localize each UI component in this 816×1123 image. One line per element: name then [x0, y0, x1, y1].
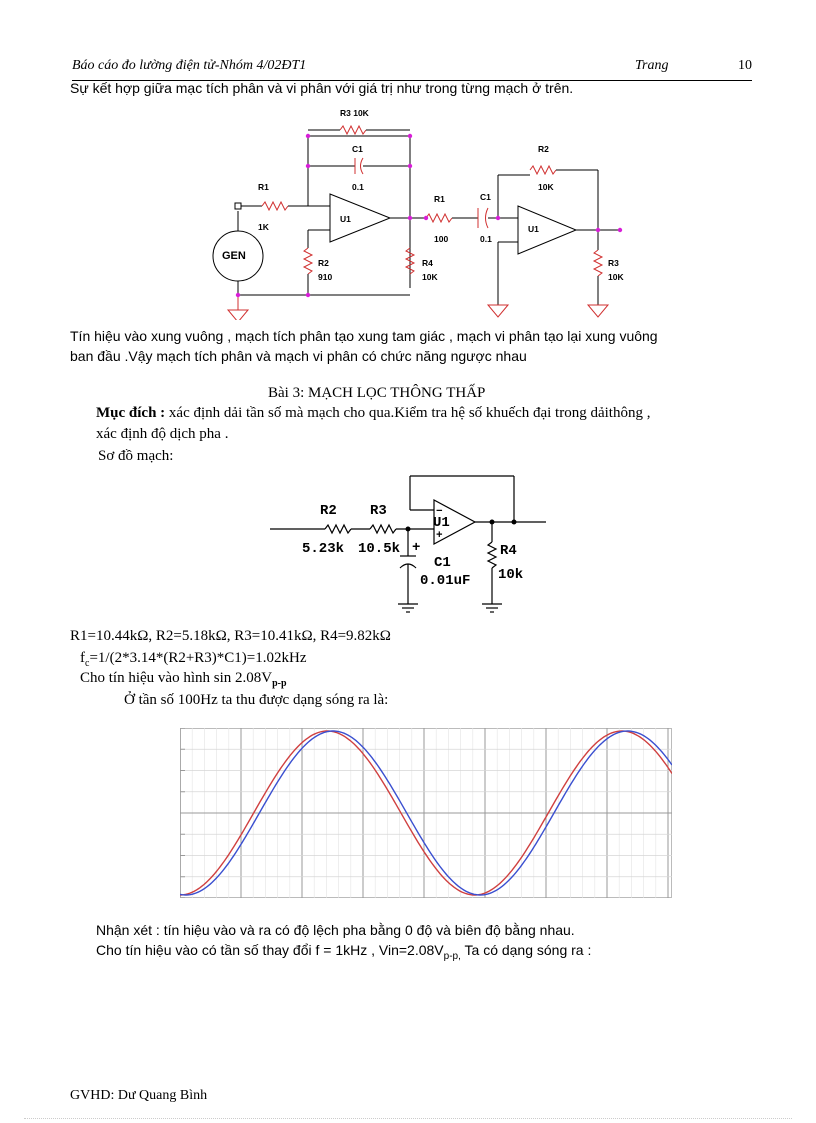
label-u1-a: U1 [340, 214, 351, 224]
label-r3-b-val: 10K [608, 272, 624, 282]
header-page-number: 10 [738, 58, 752, 73]
label-r4-val: 10k [498, 567, 524, 583]
purpose-line [96, 405, 650, 422]
purpose-label: Mục đích : [96, 405, 166, 421]
label-r3-val: 10.5k [358, 541, 401, 557]
freq-line: Ở tần số 100Hz ta thu được dạng sóng ra là: [124, 692, 389, 708]
page-header [72, 58, 752, 81]
schematic-label: Sơ đồ mạch: [98, 448, 174, 464]
label-r2-a: R2 [318, 258, 329, 268]
paragraph1-line2: ban đầu .Vậy mạch tích phân và mạch vi phân có chức năng ngược nhau [70, 348, 527, 364]
label-r4: R4 [500, 543, 517, 559]
header-title: Báo cáo đo lường điện tử-Nhóm 4/02ĐT1 [72, 58, 307, 73]
svg-text:+: + [436, 530, 443, 542]
section-title: Bài 3: MẠCH LỌC THÔNG THẤP [268, 385, 486, 401]
label-c1-b: C1 [480, 192, 491, 202]
label-r2-a-val: 910 [318, 272, 333, 282]
label-c1-a-val: 0.1 [352, 182, 364, 192]
intro-line: Sự kết hợp giữa mạc tích phân và vi phân với giá trị như trong từng mạch ở trên. [70, 80, 574, 96]
label-r2: R2 [320, 503, 337, 519]
label-r1-b: R1 [434, 194, 445, 204]
circuit-diagram-integrator-differentiator [200, 100, 640, 320]
opamp-u1-b [518, 206, 576, 254]
label-r1-a-val: 1K [258, 222, 269, 232]
label-r2-b-val: 10K [538, 182, 554, 192]
label-r3-10k: R3 10K [340, 108, 369, 118]
resistor-values: R1=10.44kΩ, R2=5.18kΩ, R3=10.41kΩ, R4=9.82kΩ [70, 628, 391, 644]
label-c1-b-val: 0.1 [480, 234, 492, 244]
label-r4: R4 [422, 258, 433, 268]
label-r4-val: 10K [422, 272, 438, 282]
footer-supervisor: GVHD: Dư Quang Bình [70, 1088, 208, 1103]
paragraph1-line1: Tín hiệu vào xung vuông , mạch tích phân tạo xung tam giác , mạch vi phân tạo lại xung vuông [70, 328, 658, 344]
label-r2-b: R2 [538, 144, 549, 154]
label-r2-val: 5.23k [302, 541, 345, 557]
label-c1: C1 [434, 555, 451, 571]
waveform-chart [180, 728, 672, 898]
purpose-line2: xác định độ dịch pha . [96, 426, 229, 442]
cutoff-formula: $f_c=1/(2*3.14*(R2+R3)*C1)=1.02kHz$ [80, 650, 307, 669]
label-r3-b: R3 [608, 258, 619, 268]
gen-label: GEN [222, 250, 246, 262]
label-u1: U1 [433, 515, 450, 531]
header-page-label: Trang [635, 58, 669, 73]
label-c1-val: 0.01uF [420, 573, 471, 589]
next-line: Cho tín hiệu vào có tần số thay đổi f = 1kHz , $Vin=2.08V_{p-p,}$ Ta có dạng sóng ra : [96, 942, 592, 962]
circuit-diagram-lowpass [270, 466, 560, 616]
page-bottom-rule [24, 1118, 792, 1119]
purpose-text: xác định dải tần số mà mạch cho qua.Kiểm tra hệ số khuếch đại trong dảithông , [165, 405, 651, 421]
input-signal-line: Cho tín hiệu vào hình $\sin 2.08V_{p-p}$ [80, 670, 287, 689]
label-u1-b: U1 [528, 224, 539, 234]
label-r1-a: R1 [258, 182, 269, 192]
label-c1-a: C1 [352, 144, 363, 154]
opamp-u1-a [330, 194, 390, 242]
svg-text:−: − [436, 506, 443, 518]
svg-text:+: + [412, 540, 421, 556]
label-r1-b-val: 100 [434, 234, 449, 244]
remark-line: Nhận xét : tín hiệu vào và ra có độ lệch pha bằng 0 độ và biên độ bằng nhau. [96, 922, 575, 938]
label-r3: R3 [370, 503, 387, 519]
